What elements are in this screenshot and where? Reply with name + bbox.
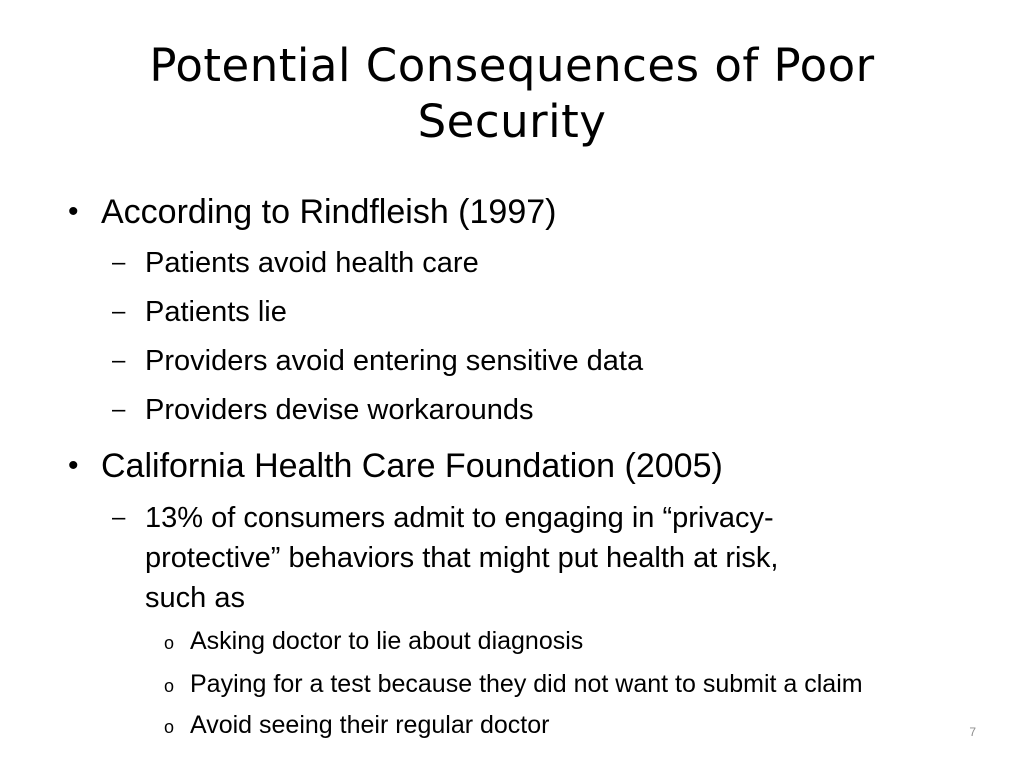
sub-bullet-consumers-line-1: 13% of consumers admit to engaging in “privacy-	[145, 502, 774, 534]
sub-bullet-consumers-line-3: such as	[145, 582, 245, 614]
sub-sub-bullet-paying-test: Paying for a test because they did not want to submit a claim	[190, 670, 863, 698]
slide-title: Potential Consequences of Poor Security	[149, 39, 875, 148]
sub-bullet-workarounds: Providers devise workarounds	[145, 394, 534, 426]
bullet-rindfleish: According to Rindfleish (1997)	[101, 193, 557, 231]
page-number: 7	[969, 725, 976, 739]
sub-bullet-marker: –	[112, 396, 126, 423]
sub-bullet-marker: –	[112, 249, 126, 276]
sub-bullet-marker: –	[112, 298, 126, 325]
bullet-marker: •	[68, 449, 79, 482]
bullet-chcf: California Health Care Foundation (2005)	[101, 447, 723, 485]
sub-bullet-marker: –	[112, 347, 126, 374]
sub-bullet-sensitive-data: Providers avoid entering sensitive data	[145, 345, 644, 377]
sub-sub-bullet-marker: o	[164, 676, 175, 696]
bullet-marker: •	[68, 195, 79, 228]
sub-bullet-avoid-care: Patients avoid health care	[145, 247, 479, 279]
sub-sub-bullet-lie-diagnosis: Asking doctor to lie about diagnosis	[190, 627, 584, 655]
sub-sub-bullet-regular-doctor: Avoid seeing their regular doctor	[190, 711, 550, 739]
sub-bullet-consumers-line-2: protective” behaviors that might put health at risk,	[145, 542, 779, 574]
sub-bullet-patients-lie: Patients lie	[145, 296, 287, 328]
sub-bullet-marker: –	[112, 504, 126, 531]
sub-sub-bullet-marker: o	[164, 717, 175, 737]
sub-sub-bullet-marker: o	[164, 633, 175, 653]
